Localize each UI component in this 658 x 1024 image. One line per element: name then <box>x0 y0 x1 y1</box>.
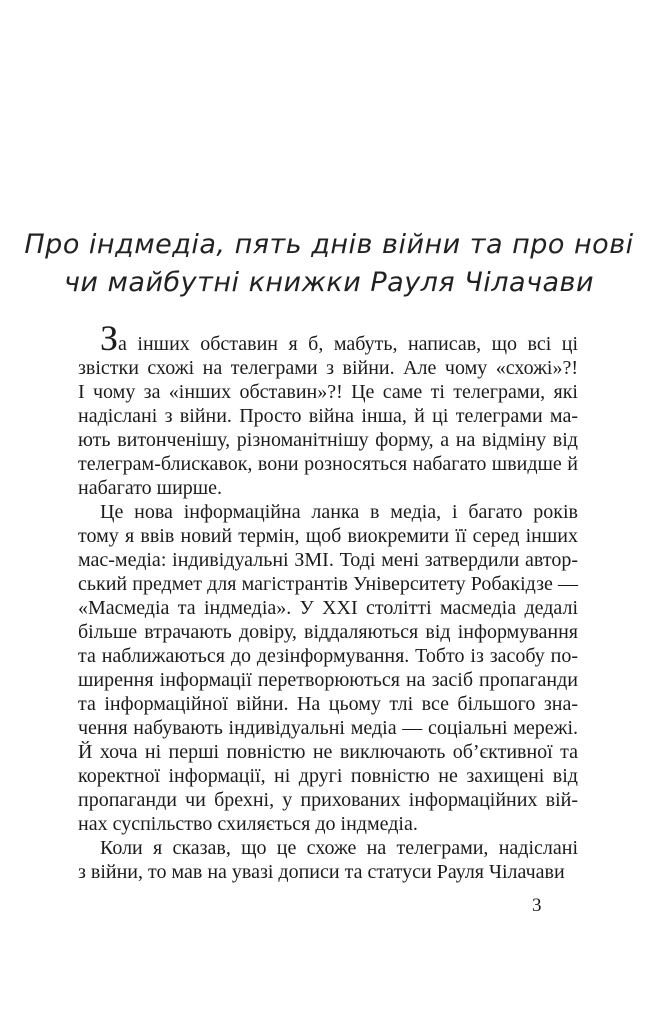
chapter-title-line-1: Про індмедіа, пять днів війни та про нові <box>24 229 634 260</box>
body-line: телеграм-блискавок, вони розносяться набагато швидше й <box>78 453 578 475</box>
body-text <box>78 318 578 884</box>
body-line: ють витонченішу, різноманітнішу форму, а на відміну від <box>78 429 578 451</box>
paragraph <box>78 836 578 884</box>
body-line: та наближаються до дезінформування. Тобто із засобу по- <box>78 645 578 667</box>
body-line: Й хоча ні перші повністю не виключають об’єктивної та <box>78 741 578 763</box>
body-line: набагато ширше. <box>78 477 223 499</box>
page-number: 3 <box>532 895 542 916</box>
body-line: мас-медіа: індивідуальні ЗМІ. Тоді мені затвердили автор- <box>78 549 578 571</box>
body-line: більше втрачають довіру, віддаляються від інформування <box>78 621 578 643</box>
body-line: звістки схожі на телеграми з війни. Але чому «схожі»?! <box>78 357 578 379</box>
body-line: ський предмет для магістрантів Університету Робакідзе — <box>78 573 578 595</box>
body-line: тому я ввів новий термін, щоб виокремити її серед інших <box>78 525 578 547</box>
body-line: За інших обставин я б, мабуть, написав, що всі ці <box>100 318 578 358</box>
drop-cap: З <box>100 318 119 358</box>
chapter-title-line-2: чи майбутні книжки Рауля Чілачави <box>63 267 595 298</box>
body-line: «Масмедіа та індмедіа». У XXI столітті масмедіа дедалі <box>78 597 578 619</box>
body-line: нах суспільство схиляється до індмедіа. <box>78 813 418 835</box>
body-line: надіслані з війни. Просто війна інша, й ці телеграми ма- <box>78 405 578 427</box>
body-line: чення набувають індивідуальні медіа — соціальні мережі. <box>78 717 578 739</box>
body-line: ширення інформації перетворюються на засіб пропаганди <box>78 669 578 691</box>
body-line: з війни, то мав на увазі дописи та статуси Рауля Чілачави <box>78 861 565 883</box>
body-line: та інформаційної війни. На цьому тлі все більшого зна- <box>78 693 578 715</box>
body-line: І чому за «інших обставин»?! Це саме ті телеграми, які <box>78 381 578 403</box>
paragraph <box>78 318 578 500</box>
body-line: Це нова інформаційна ланка в медіа, і багато років <box>100 501 578 523</box>
body-line: Коли я сказав, що це схоже на телеграми, надіслані <box>100 837 578 859</box>
body-line: коректної інформації, ні другі повністю не захищені від <box>78 765 578 787</box>
body-line: пропаганди чи брехні, у прихованих інформаційних вій- <box>78 789 578 811</box>
chapter-title <box>0 226 658 302</box>
paragraph <box>78 500 578 836</box>
